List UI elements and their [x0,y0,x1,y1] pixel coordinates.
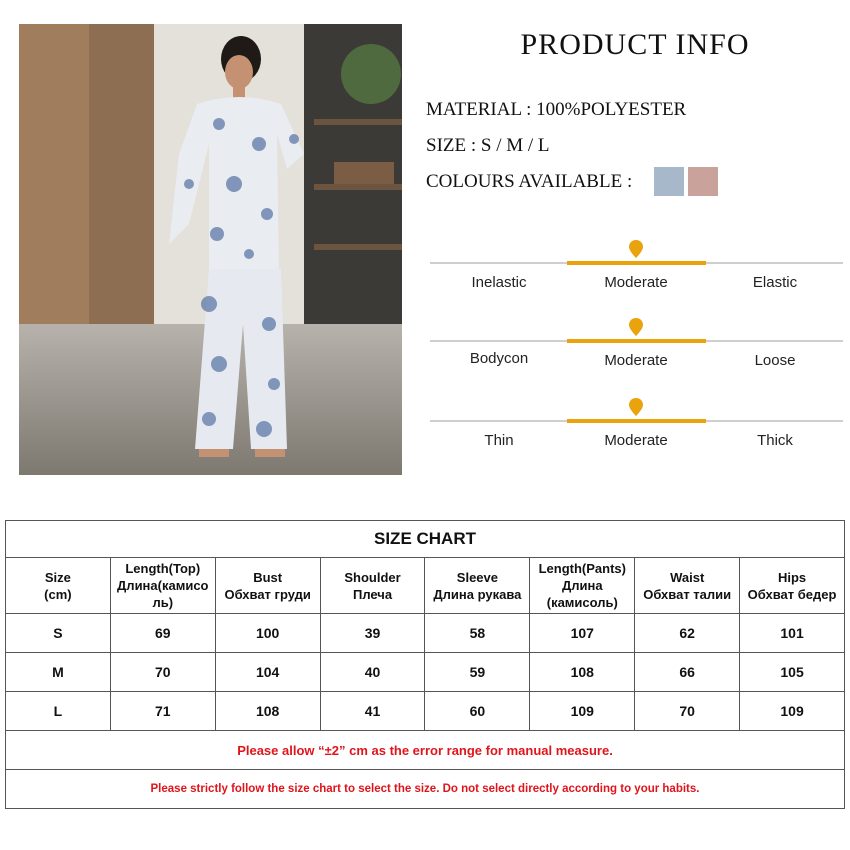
colours-label: COLOURS AVAILABLE : [426,171,633,192]
table-cell: 39 [320,614,425,653]
scale-label: Thick [757,432,793,449]
scale-label-selected: Moderate [604,352,668,369]
error-range-note: Please allow “±2” cm as the error range for manual measure. [6,731,845,770]
size-chart-header-row [6,558,845,614]
scale-label: Inelastic [471,274,527,291]
table-cell: 109 [530,692,635,731]
scale-label: Elastic [752,274,798,291]
location-pin-icon [629,398,643,416]
table-cell: 100 [215,614,320,653]
table-cell: 101 [740,614,845,653]
header-shoulder: Shoulder Плеча [320,558,425,614]
location-pin-icon [629,318,643,336]
table-cell: 62 [635,614,740,653]
table-cell: 40 [320,653,425,692]
header-size: Size (cm) [6,558,111,614]
product-info-title: PRODUCT INFO [520,28,750,61]
header-waist: Waist Обхват талии [635,558,740,614]
table-cell: 58 [425,614,530,653]
size-chart-table [5,520,845,809]
size-chart-title: SIZE CHART [6,521,845,558]
colour-swatch-pink[interactable] [688,167,718,196]
table-row [6,614,845,653]
scale-label-selected: Moderate [604,274,668,291]
table-cell: 70 [635,692,740,731]
table-cell: 71 [110,692,215,731]
size-text: SIZE : S / M / L [426,135,550,156]
table-cell: L [6,692,111,731]
product-photo [19,24,402,475]
table-cell: 66 [635,653,740,692]
table-cell: 60 [425,692,530,731]
table-cell: 107 [530,614,635,653]
colour-swatch-blue[interactable] [654,167,684,196]
scale-label-selected: Moderate [604,432,668,449]
table-cell: 108 [215,692,320,731]
size-selection-note: Please strictly follow the size chart to select the size. Do not select directly according to your habits. [6,770,845,809]
scale-label: Thin [484,432,514,449]
table-cell: 105 [740,653,845,692]
fit-scale [430,318,843,378]
table-cell: 41 [320,692,425,731]
scale-selected-segment [567,339,706,343]
location-pin-icon [629,240,643,258]
material-text: MATERIAL : 100%POLYESTER [426,99,687,120]
scale-selected-segment [567,261,706,265]
scale-label: Loose [754,352,796,369]
scale-label: Bodycon [469,350,529,367]
thickness-scale [430,398,843,458]
header-length-top: Length(Top) Длина(камисо ль) [110,558,215,614]
header-sleeve: Sleeve Длина рукава [425,558,530,614]
table-cell: S [6,614,111,653]
table-cell: M [6,653,111,692]
table-cell: 109 [740,692,845,731]
scale-selected-segment [567,419,706,423]
elasticity-scale [430,240,843,300]
table-row [6,692,845,731]
table-cell: 104 [215,653,320,692]
table-cell: 59 [425,653,530,692]
table-cell: 70 [110,653,215,692]
header-bust: Bust Обхват груди [215,558,320,614]
header-length-pants: Length(Pants) Длина (камисоль) [530,558,635,614]
table-cell: 108 [530,653,635,692]
table-cell: 69 [110,614,215,653]
header-hips: Hips Обхват бедер [740,558,845,614]
table-row [6,653,845,692]
